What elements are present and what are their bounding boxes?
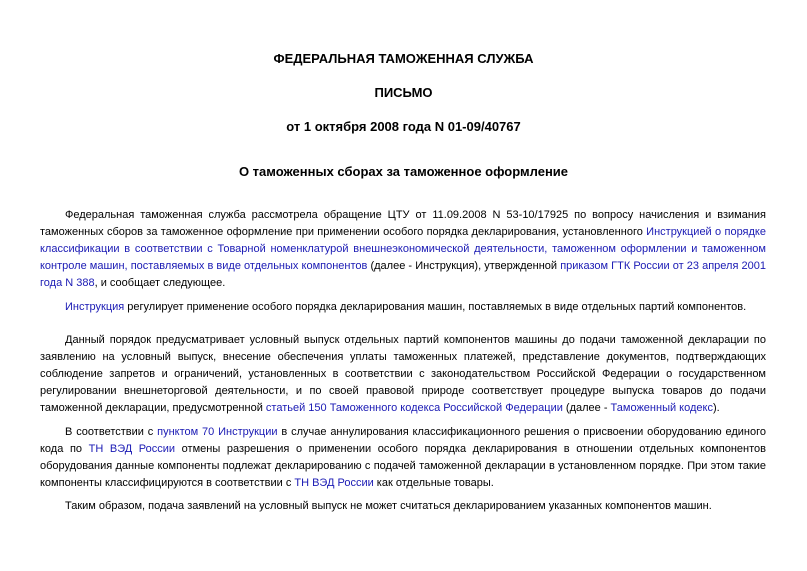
paragraph-text: отмены разрешения о применении особого порядка декларирования в отношении отдельных компонентов оборудования данные компоненты подлежат декларированию с подачей таможенной декларации в установленном порядке. При этом такие компоненты классифицируются в соответствии с (40, 443, 767, 489)
paragraph-3 (40, 332, 766, 417)
link-point-70[interactable]: пунктом 70 Инструкции (157, 426, 278, 438)
paragraph-text: , и сообщает следующее. (94, 277, 226, 289)
link-instruction-short[interactable]: Инструкция (65, 301, 125, 313)
paragraph-text: (далее - Инструкция), утвержденной (367, 260, 561, 272)
paragraph-text: как отдельные товары. (373, 477, 494, 489)
paragraph-text: регулирует применение особого порядка декларирования машин, поставляемых в виде отдельных партий компонентов. (124, 301, 747, 313)
issuing-organization: ФЕДЕРАЛЬНАЯ ТАМОЖЕННАЯ СЛУЖБА (273, 51, 534, 66)
document-date-number: от 1 октября 2008 года N 01-09/40767 (286, 119, 521, 134)
link-order-gtk[interactable]: приказом ГТК России от 23 апреля 2001 года N 388 (40, 260, 767, 289)
paragraph-text: В соответствии с (65, 426, 158, 438)
link-instruction[interactable]: Инструкцией о порядке классификации в соответствии с Товарной номенклатурой внешнеэкономической деятельности, таможенном оформлении и таможенном контроле машин, поставляемых в виде отдельных компонентов (40, 226, 766, 272)
link-tn-ved[interactable]: ТН ВЭД России (88, 443, 176, 455)
paragraph-text: Федеральная таможенная служба рассмотрела обращение ЦТУ от 11.09.2008 N 53-10/17925 по вопросу начисления и взимания таможенных сборов за таможенное оформление при применении особого порядка декларирования, установленного (40, 209, 766, 238)
document-subject: О таможенных сборах за таможенное оформление (238, 164, 569, 179)
paragraph-text: в случае аннулирования классификационного решения о присвоении оборудованию единого кода по (40, 426, 767, 455)
link-tn-ved-2[interactable]: ТН ВЭД России (294, 477, 374, 489)
link-customs-code[interactable]: Таможенный кодекс (610, 402, 713, 414)
paragraph-5 (40, 498, 766, 515)
paragraph-text: Таким образом, подача заявлений на условный выпуск не может считаться декларированием указанных компонентов машин. (65, 500, 712, 512)
document-type: ПИСЬМО (374, 85, 433, 100)
paragraph-2 (40, 299, 766, 316)
paragraph-text: (далее - (562, 402, 611, 414)
paragraph-text: ). (712, 402, 720, 414)
link-article-150[interactable]: статьей 150 Таможенного кодекса Российской Федерации (265, 402, 563, 414)
paragraph-1 (40, 207, 766, 292)
paragraph-4 (40, 424, 766, 492)
paragraph-text: Данный порядок предусматривает условный выпуск отдельных партий компонентов машины до подачи таможенной декларации по заявлению на условный выпуск, внесение обеспечения уплаты таможенных платежей, представление документов, подтверждающих соблюдение запретов и ограничений, установленных в соответствии с законодательством Российской Федерации о государственном регулировании внешнеторговой деятельности, и по своей правовой природе соответствует процедуре выпуска товаров до подачи таможенной декларации, предусмотренной (40, 334, 766, 414)
